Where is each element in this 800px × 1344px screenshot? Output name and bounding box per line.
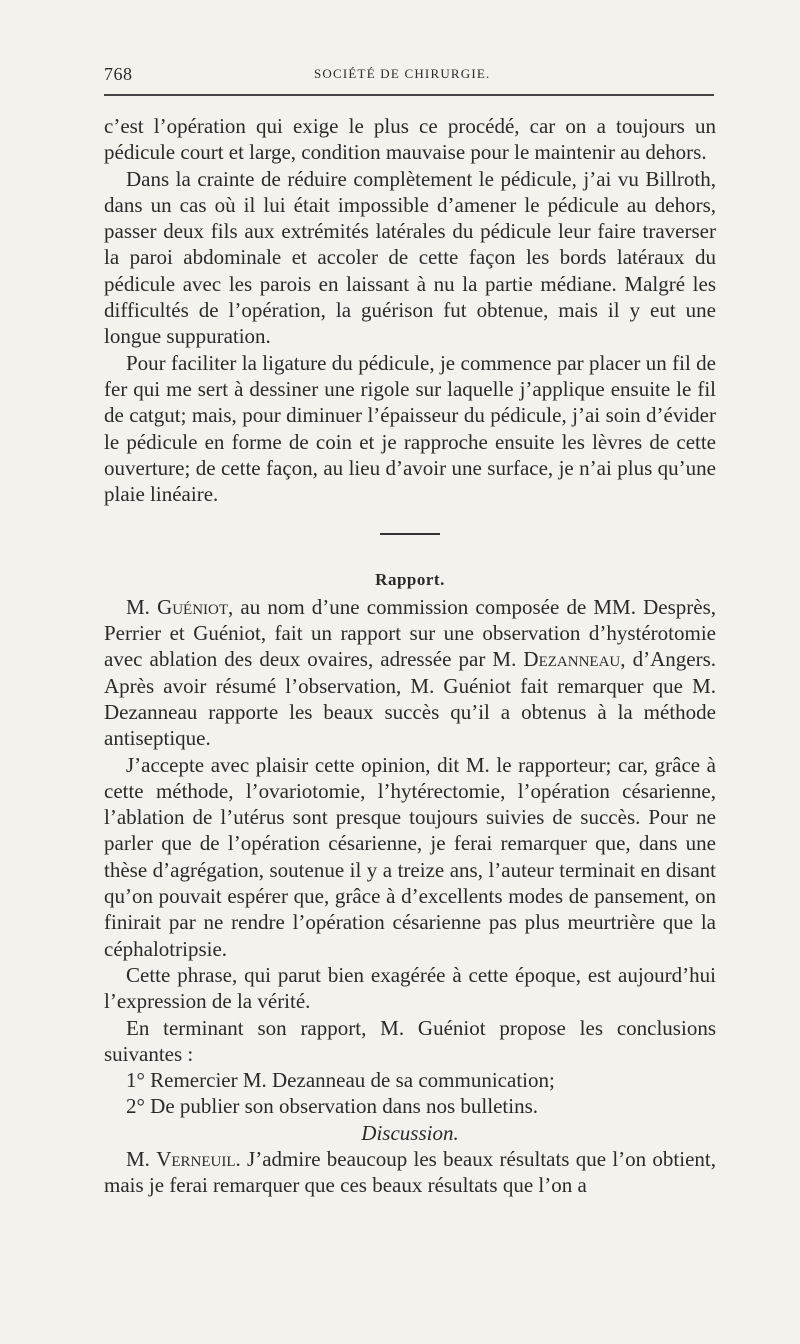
paragraph: Pour faciliter la ligature du pédicule, je commence par placer un fil de fer qui me sert à dessiner une rigole sur laquelle j’applique ensuite le fil de catgut; mais, pour diminuer l’épaisseur du pédicule, j’ai soin d’évider le pédicule en forme de coin et je rapproche ensuite les lèvres de cette ouverture; de cette façon, au lieu d’avoir une surface, je n’ai plus qu’une plaie linéaire. <box>104 350 716 507</box>
running-title: SOCIÉTÉ DE CHIRURGIE. <box>314 66 491 81</box>
paragraph-text: , au nom d’une commission composée de MM. Desprès, Perrier et Guéniot, fait un rapport sur une observation d’hystérotomie avec ablation des deux ovaires, adressée par M. <box>104 594 716 672</box>
section-separator <box>380 533 440 535</box>
section-title-discussion: Discussion. <box>361 1120 459 1145</box>
page-number: 768 <box>104 64 133 84</box>
conclusion-item: 2° De publier son observation dans nos bulletins. <box>126 1094 539 1119</box>
speaker-prefix: M. <box>126 594 150 619</box>
paragraph <box>104 594 716 752</box>
speaker-prefix: M. <box>126 1146 150 1171</box>
paragraph: Dans la crainte de réduire complètement le pédicule, j’ai vu Billroth, dans un cas où il lui était impossible d’amener le pédicule au dehors, passer deux fils aux extrémités latérales du pédicule leur faire traverser la paroi abdominale et accoler de cette façon les bords latéraux du pédicule avec les parois en laissant à nu la partie médiane. Malgré les difficultés de l’opération, la guérison fut obtenue, mais il y eut une longue suppuration. <box>104 166 716 349</box>
paragraph-text: , d’Angers. Après avoir résumé l’observation, M. Guéniot fait remarquer que M. Dezanneau rapporte les beaux succès qu’il a obtenus à la méthode antiseptique. <box>104 647 716 751</box>
section-title-rapport: Rapport. <box>375 570 445 590</box>
paragraph <box>104 1146 716 1199</box>
speaker-name: Guéniot <box>157 594 229 619</box>
header-rule <box>104 94 714 96</box>
paragraph: c’est l’opération qui exige le plus ce procédé, car on a toujours un pédicule court et large, condition mauvaise pour le maintenir au dehors. <box>104 114 716 165</box>
page-header <box>104 60 714 92</box>
paragraph: Cette phrase, qui parut bien exagérée à cette époque, est aujourd’hui l’expression de la vérité. <box>104 962 716 1014</box>
body-text <box>104 113 716 1199</box>
speaker-name: Verneuil <box>156 1146 236 1171</box>
conclusion-item: 1° Remercier M. Dezanneau de sa communication; <box>126 1068 555 1093</box>
paragraph: J’accepte avec plaisir cette opinion, dit M. le rapporteur; car, grâce à cette méthode, l’ovariotomie, l’hytérectomie, l’opération césarienne, l’ablation de l’utérus sont presque toujours suivies de succès. Pour ne parler que de l’opération césarienne, je ferai remarquer que, dans une thèse d’agrégation, soutenue il y a treize ans, l’auteur terminait en disant qu’on pouvait espérer que, grâce à d’excellents modes de pansement, on finirait par ne rendre l’opération césarienne pas plus meurtrière que la céphalotripsie. <box>104 752 716 961</box>
paragraph: En terminant son rapport, M. Guéniot propose les conclusions suivantes : <box>104 1015 716 1066</box>
paragraph-text: . J’admire beaucoup les beaux résultats que l’on obtient, mais je ferai remarquer que ces beaux résultats que l’on a <box>104 1146 716 1198</box>
person-name: Dezanneau <box>523 647 621 672</box>
